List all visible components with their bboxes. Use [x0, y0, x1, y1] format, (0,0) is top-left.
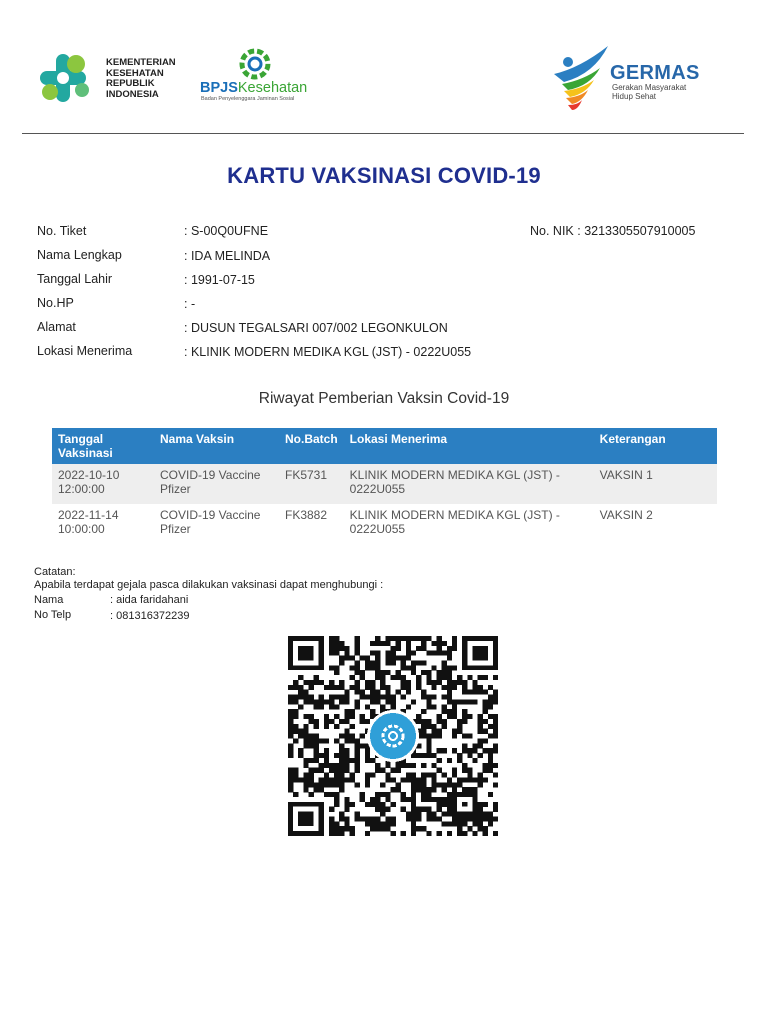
cell-tanggal [52, 504, 154, 544]
cell-vaksin-line-2: Pfizer [160, 522, 191, 536]
cell-lokasi [344, 464, 594, 504]
hp-label: No.HP [37, 296, 74, 310]
vaccination-history-table [52, 428, 717, 544]
germas-tagline-2: Hidup Sehat [612, 91, 657, 101]
alamat-label: Alamat [37, 320, 76, 334]
contact-telp-value: : 081316372239 [110, 610, 190, 622]
tiket-label: No. Tiket [37, 224, 87, 238]
header-keterangan: Keterangan [594, 428, 717, 464]
cell-vaksin [154, 464, 279, 504]
cell-vaksin-line-2: Pfizer [160, 482, 191, 496]
germas-title: GERMAS [610, 62, 700, 84]
header-tanggal [52, 428, 154, 464]
bpjs-brand: BPJS [200, 80, 238, 96]
hp-value: : - [184, 297, 196, 311]
nik-value: : 3213305507910005 [577, 224, 696, 238]
cell-lokasi-line-1: KLINIK MODERN MEDIKA KGL (JST) - [349, 468, 560, 482]
bpjs-logo-icon [238, 48, 272, 80]
cell-vaksin [154, 504, 279, 544]
kemenkes-line-1: KEMENTERIAN [106, 57, 176, 68]
header-divider [22, 133, 744, 134]
nik-label: No. NIK [530, 224, 574, 238]
cell-lokasi-line-1: KLINIK MODERN MEDIKA KGL (JST) - [349, 508, 560, 522]
table-row [52, 504, 717, 544]
kemenkes-line-2: KESEHATAN [106, 67, 164, 79]
cell-keterangan: VAKSIN 2 [599, 508, 653, 522]
cell-time: 10:00:00 [58, 522, 105, 536]
qr-code-icon [288, 636, 498, 836]
nama-label: Nama Lengkap [37, 248, 122, 262]
cell-lokasi [344, 504, 594, 544]
cell-vaksin-line-1: COVID-19 Vaccine [160, 508, 261, 522]
page-title: KARTU VAKSINASI COVID-19 [227, 163, 541, 188]
nama-value: : IDA MELINDA [184, 249, 271, 263]
header-batch: No.Batch [279, 428, 344, 464]
cell-date: 2022-11-14 [58, 508, 119, 522]
bpjs-wordmark [200, 80, 307, 96]
cell-time: 12:00:00 [58, 482, 105, 496]
cell-lokasi-line-2: 0222U055 [349, 522, 406, 536]
cell-lokasi-line-2: 0222U055 [349, 482, 406, 496]
germas-logo-icon [550, 44, 614, 112]
contact-nama-value: : aida faridahani [110, 594, 189, 606]
kemenkes-line-4: INDONESIA [106, 88, 159, 100]
kemenkes-wordmark [106, 58, 176, 100]
germas-tagline [612, 84, 686, 101]
header-tanggal-line-1: Tanggal [58, 432, 104, 446]
contact-nama-label: Nama [34, 594, 64, 606]
bpjs-tagline: Badan Penyelenggara Jaminan Sosial [201, 96, 295, 102]
history-title: Riwayat Pemberian Vaksin Covid-19 [258, 390, 510, 407]
catatan-heading: Catatan: [34, 566, 76, 578]
germas-tagline-1: Gerakan Masyarakat [612, 83, 687, 92]
kemenkes-line-3: REPUBLIK [106, 78, 155, 89]
cell-batch: FK3882 [285, 508, 328, 522]
lokasi-label: Lokasi Menerima [37, 344, 133, 358]
contact-telp-label: No Telp [34, 609, 72, 621]
cell-vaksin-line-1: COVID-19 Vaccine [160, 468, 261, 482]
lahir-label: Tanggal Lahir [37, 272, 113, 286]
header-tanggal-line-2: Vaksinasi [58, 446, 113, 460]
cell-batch: FK5731 [279, 464, 344, 504]
header-lokasi: Lokasi Menerima [344, 428, 594, 464]
table-header-row [52, 428, 717, 464]
nik-field [530, 224, 695, 238]
cell-keterangan: VAKSIN 1 [594, 464, 717, 504]
catatan-text: Apabila terdapat gejala pasca dilakukan vaksinasi dapat menghubungi : [34, 579, 384, 591]
tiket-value: : S-00Q0UFNE [184, 224, 269, 238]
kemenkes-logo-icon [38, 52, 100, 104]
lahir-value: : 1991-07-15 [184, 273, 255, 287]
cell-date: 2022-10-10 [58, 468, 120, 482]
table-row [52, 464, 717, 504]
alamat-value: : DUSUN TEGALSARI 007/002 LEGONKULON [184, 321, 448, 335]
bpjs-brand-kesehatan: Kesehatan [237, 80, 308, 96]
header-nama-vaksin: Nama Vaksin [154, 428, 279, 464]
lokasi-value: : KLINIK MODERN MEDIKA KGL (JST) - 0222U055 [184, 345, 472, 359]
cell-tanggal [52, 464, 154, 504]
